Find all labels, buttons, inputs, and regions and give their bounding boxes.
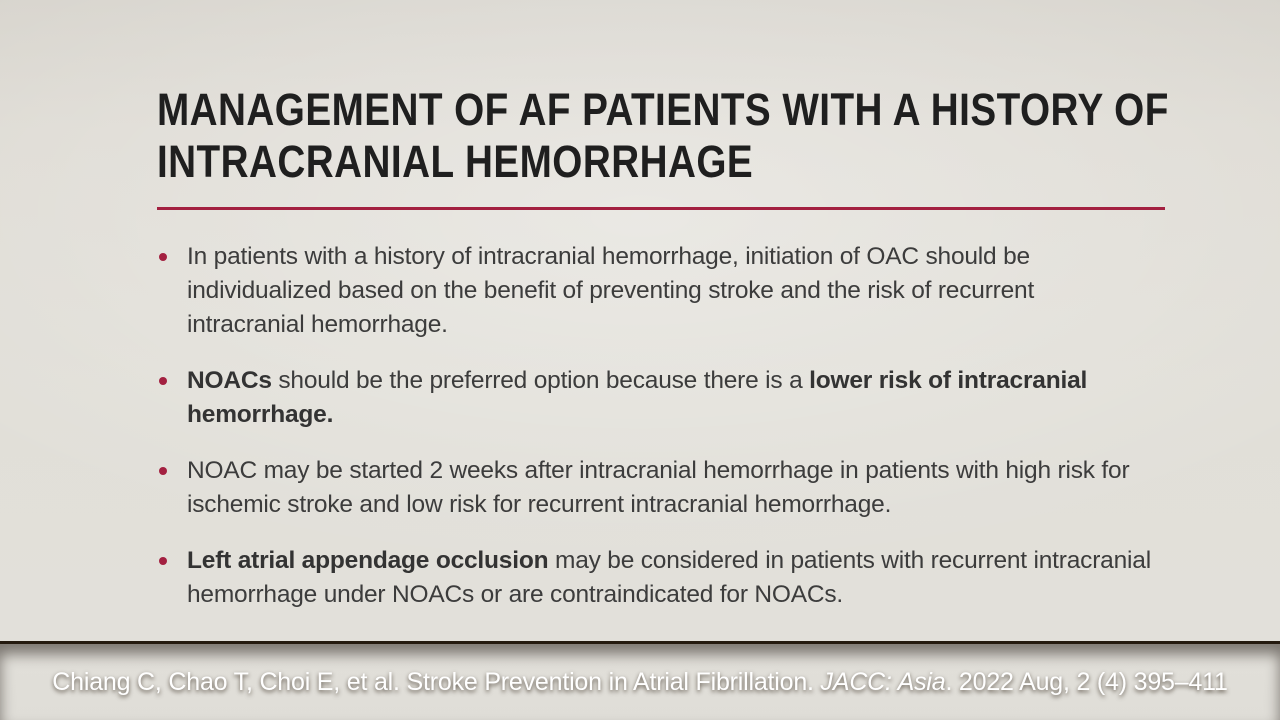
slide-content [157,84,1169,634]
bullet-text: In patients with a history of intracranial hemorrhage, initiation of OAC should be individualized based on the benefit of preventing stroke and the risk of recurrent intracranial hemorrhage. [187,243,1035,338]
bullet-item [157,544,1152,612]
slide-title [157,84,1169,188]
bullet-item [157,454,1152,522]
citation-text: Chiang C, Chao T, Choi E, et al. Stroke Prevention in Atrial Fibrillation. JACC: Asia. 2022 Aug, 2 (4) 395–411 [52,667,1228,696]
bullet-text: NOAC may be started 2 weeks after intracranial hemorrhage in patients with high risk for ischemic stroke and low risk for recurrent intracranial hemorrhage. [187,457,1130,518]
bullet-item [157,364,1152,432]
bullet-list [157,240,1152,612]
bullet-dot [159,467,167,475]
bullet-dot [159,253,167,261]
bullet-text: NOACs should be the preferred option because there is a lower risk of intracranial hemorrhage. [187,367,1088,428]
bullet-dot [159,557,167,565]
slide-title-line-2: INTRACRANIAL HEMORRHAGE [157,136,754,187]
bullet-text: Left atrial appendage occlusion may be considered in patients with recurrent intracranial hemorrhage under NOACs or are contraindicated for NOACs. [187,547,1151,608]
citation-bar [0,641,1280,720]
slide-title-line-1: MANAGEMENT OF AF PATIENTS WITH A HISTORY OF [157,84,1169,135]
bullet-dot [159,377,167,385]
title-divider-line [157,207,1165,210]
bullet-item [157,240,1152,342]
